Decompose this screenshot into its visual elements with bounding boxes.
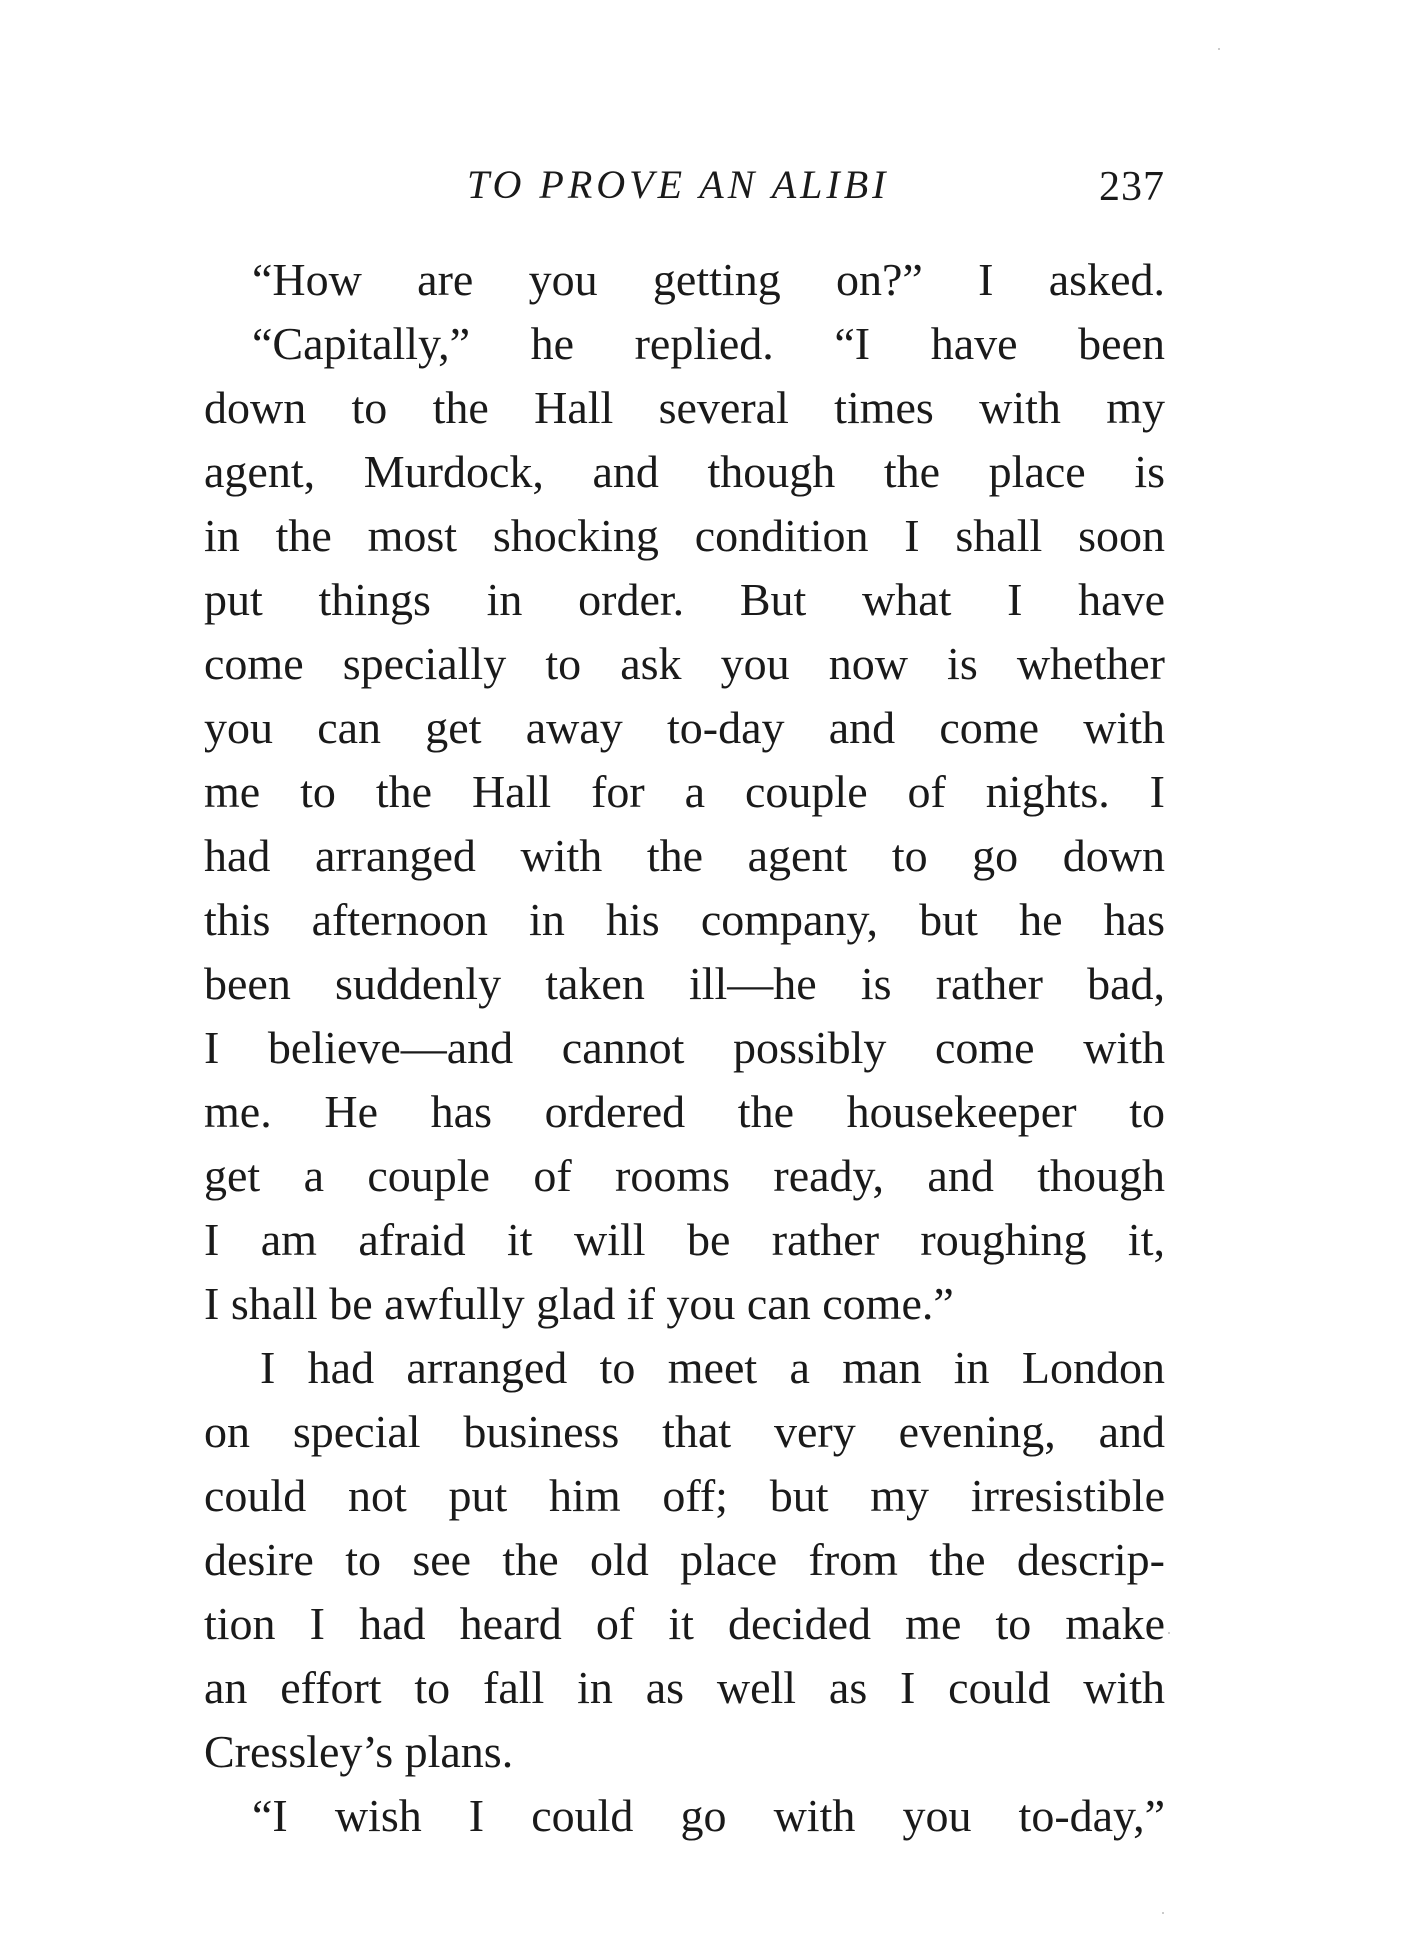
text-line: in the most shocking condition I shall soon xyxy=(204,510,1165,561)
running-head xyxy=(205,155,1165,215)
text-line: been suddenly taken ill—he is rather bad, xyxy=(204,958,1165,1009)
paper-speck xyxy=(1162,1912,1164,1914)
text-line: “How are you getting on?” I asked. xyxy=(252,254,1165,305)
text-line: an effort to fall in as well as I could with xyxy=(204,1662,1165,1713)
paper-speck xyxy=(1168,1632,1170,1634)
text-line: I shall be awfully glad if you can come.” xyxy=(204,1278,954,1329)
body-text xyxy=(204,248,1165,1848)
text-line: Cressley’s plans. xyxy=(204,1726,514,1777)
text-line: had arranged with the agent to go down xyxy=(204,830,1165,881)
text-line: could not put him off; but my irresistible xyxy=(204,1470,1165,1521)
text-line: agent, Murdock, and though the place is xyxy=(204,446,1165,497)
text-line: put things in order. But what I have xyxy=(204,574,1165,625)
text-line: tion I had heard of it decided me to make xyxy=(204,1598,1165,1649)
text-line: “Capitally,” he replied. “I have been xyxy=(252,318,1165,369)
text-line: on special business that very evening, and xyxy=(204,1406,1165,1457)
text-line: I had arranged to meet a man in London xyxy=(260,1342,1165,1393)
page-number: 237 xyxy=(1099,164,1165,210)
running-title: TO PROVE AN ALIBI xyxy=(467,162,890,207)
text-line: come specially to ask you now is whether xyxy=(204,638,1165,689)
text-line: desire to see the old place from the descrip- xyxy=(204,1534,1165,1585)
text-line: you can get away to-day and come with xyxy=(204,702,1165,753)
text-line: this afternoon in his company, but he has xyxy=(204,894,1165,945)
text-line: I believe—and cannot possibly come with xyxy=(204,1022,1165,1073)
paper-speck xyxy=(1218,48,1220,50)
text-line: me to the Hall for a couple of nights. I xyxy=(204,766,1165,817)
text-line: I am afraid it will be rather roughing it, xyxy=(204,1214,1165,1265)
text-line: “I wish I could go with you to-day,” xyxy=(252,1790,1165,1841)
text-line: me. He has ordered the housekeeper to xyxy=(204,1086,1165,1137)
text-line: down to the Hall several times with my xyxy=(204,382,1165,433)
text-line: get a couple of rooms ready, and though xyxy=(204,1150,1165,1201)
